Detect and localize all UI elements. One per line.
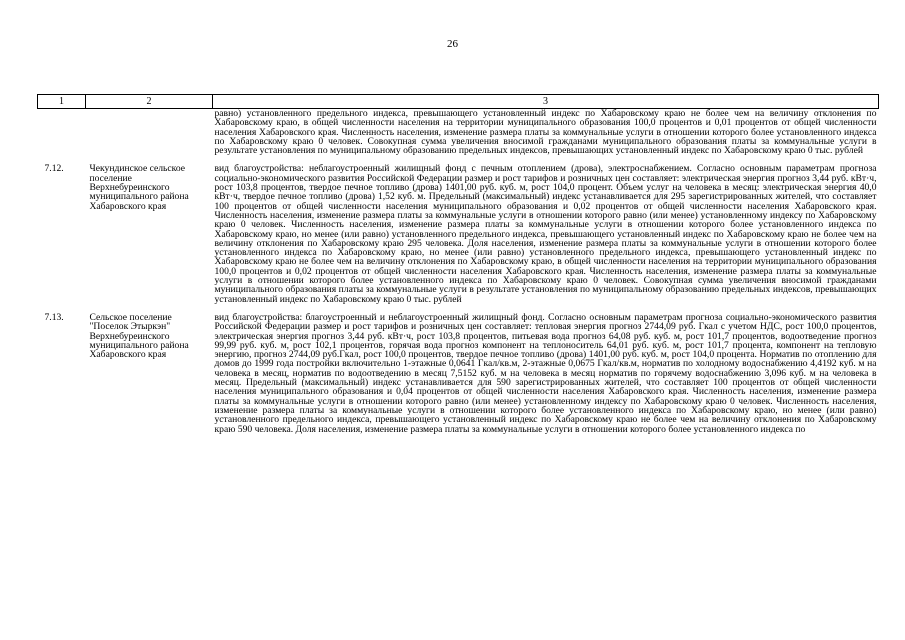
column-header-1: 1: [38, 95, 86, 109]
empty-cell: [38, 109, 86, 156]
row-number: 7.13.: [44, 311, 64, 323]
empty-cell: [86, 109, 213, 156]
table-row: [38, 164, 879, 303]
column-header-3: 3: [213, 95, 879, 109]
column-header-2: 2: [86, 95, 213, 109]
data-table: [37, 94, 879, 434]
row-description: вид благоустройства: благоустроенный и неблагоустроенный жилищный фонд. Согласно основным параметрам прогноза социально-экономического развития Российской Федерации размер и рост тарифов и розничных цен составляет: тепловая энергия прогноз 2744,09 руб. Гкал с учетом НДС, рост 100,0 процентов, электрическая энергия прогноз 3,44 руб. кВт·ч, рост 103,8 процентов, питьевая вода прогноз 64,08 руб. куб. м, рост 101,7 процентов, водоотведение прогноз 99,99 руб. куб. м, рост 102,1 процентов, горячая вода прогноз компонент на теплоноситель 64,01 руб. куб. м, рост 101,7 процента, компонент на тепловую энергию, прогноз 2744,09 руб.Гкал, рост 100,0 процентов, твердое печное топливо (дрова) 1401,00 руб. куб. м, рост 104,0 процента. Норматив по отоплению для домов до 1999 года постройки включительно 1-этажные 0,0641 Гкал/кв.м, 2-этажные 0,0675 Гкал/кв.м, норматив по холодному водоснабжению 4,4192 куб. м на человека в месяц, норматив по водоотведению в месяц 7,5152 куб. м на человека в месяц норматив по горячему водоснабжению 3,096 куб. м на человека в месяц. Предельный (максимальный) индекс устанавливается для 590 зарегистрированных жителей, что составляет 100 процентов от общей численности населения муниципального образования и 0,04 процентов от общей численности населения Хабаровского края. Численность населения, изменение размера платы за коммунальные услуги в отношении которого равно (или менее) установленному индексу по Хабаровскому краю 0 человек. Численность населения, изменение размера платы за коммунальные услуги в отношении которого более установленного индекса по Хабаровскому краю, но менее (или равно) установленного предельного индекса, превышающего установленный индекс по Хабаровскому краю не более чем на величину отклонения по Хабаровскому краю 590 человека. Доля населения, изменение размера платы за коммунальные услуги в отношении которого более установленного индекса по: [214, 311, 877, 435]
table-row: [38, 313, 879, 434]
table-row-continuation: [38, 109, 879, 156]
row-description: вид благоустройства: неблагоустроенный жилищный фонд с печным отоплением (дрова), электроснабжением. Согласно основным параметрам прогноза социально-экономического развития Российской Федерации размер и рост тарифов и розничных цен составляет: электрическая энергия прогноз 3,44 руб. кВт·ч, рост 103,8 процентов, твердое печное топливо (дрова) 1401,00 руб. куб. м, рост 104,0 процент. Объем услуг на человека в месяц: электрическая энергия 40,0 кВт·ч, твердое печное топливо (дрова) 1,52 куб. м. Предельный (максимальный) индекс устанавливается для 295 зарегистрированных жителей, что составляет 100 процентов от общей численности населения муниципального образования и 0,02 процентов от общей численности населения Хабаровского края. Численность населения, изменение размера платы за коммунальные услуги в отношении которого равно (или менее) установленному индексу по Хабаровскому краю 0 человек. Численность населения, изменение размера платы за коммунальные услуги в отношении которого более установленного индекса по Хабаровскому краю, но менее (или равно) установленного предельного индекса, превышающего установленный индекс по Хабаровскому краю не более чем на величину отклонения по Хабаровскому краю 295 человека. Доля населения, изменение размера платы за коммунальные услуги в отношении которого более установленного индекса по Хабаровскому краю, но менее (или равно) установленного предельного индекса, превышающего установленный индекс по Хабаровскому краю не более чем на величину отклонения по Хабаровскому краю, в общей численности населения на территории муниципального образования 100,0 процентов и 0,02 процентов от общей численности населения Хабаровского края. Численность населения, изменение размера платы за коммунальные услуги в отношении которого более установленного индекса по Хабаровскому краю 0 человек. Совокупная сумма увеличения вносимой гражданами муниципального образования платы за коммунальные услуги в результате установления по муниципальному образованию предельных индексов, превышающих установленный индекс по Хабаровскому краю 0 тыс. рублей: [214, 163, 877, 305]
table-header-row: [38, 95, 879, 109]
page-number: 26: [447, 38, 458, 50]
municipality-name: Сельское поселение "Поселок Этыркэн" Верхнебуреинского муниципального района Хабаровского края: [89, 311, 189, 361]
continuation-text: равно) установленного предельного индекса, превышающего установленный индекс по Хабаровскому краю не более чем на величину отклонения по Хабаровскому краю, в общей численности населения на территории муниципального образования 100,0 процентов и 0,01 процентов от общей численности населения Хабаровского края. Численность населения, изменение размера платы за коммунальные услуги в отношении которого более установленного индекса по Хабаровскому краю 0 человек. Совокупная сумма увеличения вносимой гражданами муниципального образования платы за коммунальные услуги в результате установления по муниципальному образованию предельных индексов, превышающих установленный индекс по Хабаровскому краю 0 тыс. рублей: [214, 108, 877, 157]
municipality-name: Чекундинское сельское поселение Верхнебуреинского муниципального района Хабаровского края: [89, 163, 189, 212]
row-number: 7.12.: [44, 163, 64, 175]
